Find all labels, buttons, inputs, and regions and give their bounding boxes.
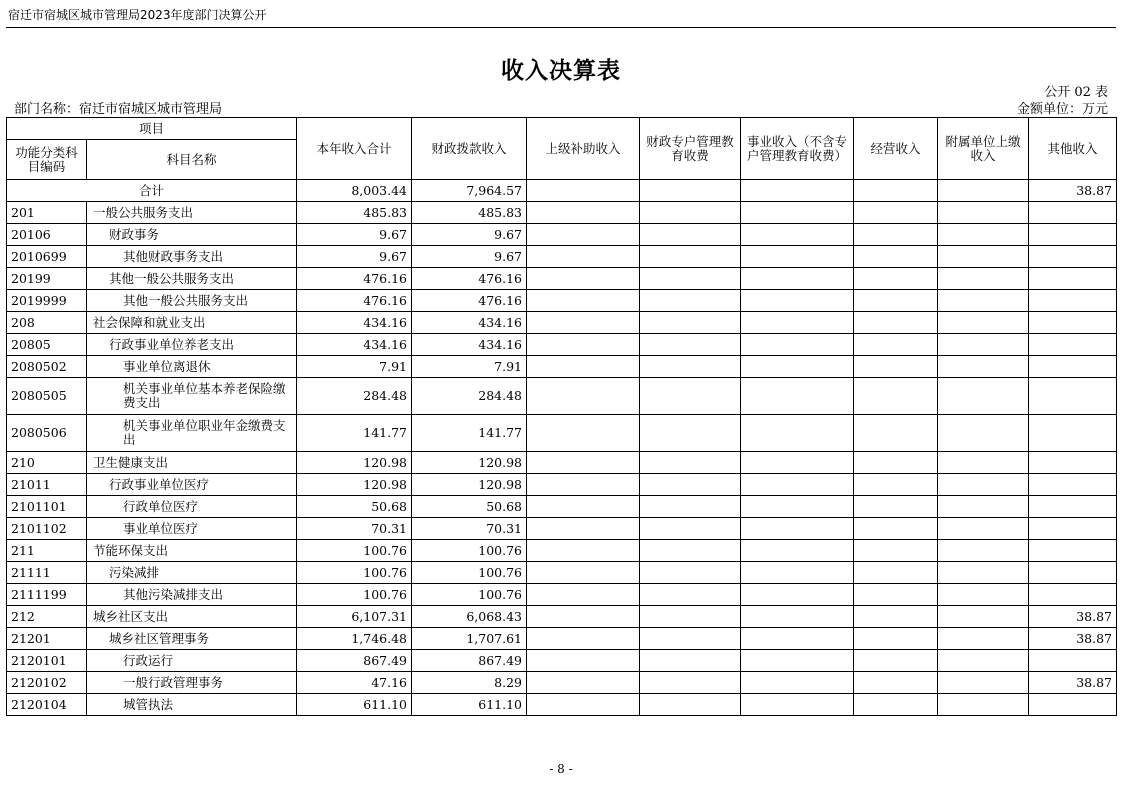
row-total: 120.98 (297, 452, 412, 474)
row-other (1029, 356, 1117, 378)
table-row (7, 452, 1117, 474)
row-operating (854, 628, 938, 650)
table-row (7, 474, 1117, 496)
row-other (1029, 202, 1117, 224)
row-fiscal: 120.98 (412, 452, 527, 474)
row-other (1029, 415, 1117, 452)
row-business (741, 606, 854, 628)
row-other (1029, 224, 1117, 246)
row-subject-name: 行政运行 (87, 650, 297, 672)
row-code: 208 (7, 312, 87, 334)
row-other (1029, 518, 1117, 540)
row-superior (527, 415, 640, 452)
row-operating (854, 518, 938, 540)
table-row (7, 224, 1117, 246)
row-total: 476.16 (297, 268, 412, 290)
header-business: 事业收入（不含专户管理教育收费） (741, 118, 854, 180)
row-other: 38.87 (1029, 628, 1117, 650)
row-operating (854, 224, 938, 246)
row-total: 100.76 (297, 584, 412, 606)
header-other: 其他收入 (1029, 118, 1117, 180)
header-affiliated: 附属单位上缴收入 (938, 118, 1029, 180)
row-fiscal: 9.67 (412, 224, 527, 246)
row-code: 20199 (7, 268, 87, 290)
total-operating (854, 180, 938, 202)
row-code: 20805 (7, 334, 87, 356)
row-fiscal: 50.68 (412, 496, 527, 518)
row-total: 120.98 (297, 474, 412, 496)
row-affiliated (938, 540, 1029, 562)
row-code: 2101102 (7, 518, 87, 540)
row-affiliated (938, 378, 1029, 415)
total-other: 38.87 (1029, 180, 1117, 202)
row-operating (854, 540, 938, 562)
row-edu-fee (640, 356, 741, 378)
row-affiliated (938, 334, 1029, 356)
row-subject-name: 节能环保支出 (87, 540, 297, 562)
row-operating (854, 584, 938, 606)
row-subject-name: 其他污染减排支出 (87, 584, 297, 606)
row-edu-fee (640, 496, 741, 518)
table-row (7, 334, 1117, 356)
table-row (7, 378, 1117, 415)
row-business (741, 694, 854, 716)
income-table (6, 117, 1117, 716)
row-operating (854, 246, 938, 268)
row-subject-name: 社会保障和就业支出 (87, 312, 297, 334)
row-other (1029, 496, 1117, 518)
row-superior (527, 562, 640, 584)
row-affiliated (938, 452, 1029, 474)
row-operating (854, 496, 938, 518)
row-other (1029, 452, 1117, 474)
table-row (7, 268, 1117, 290)
page-title: 收入决算表 (501, 58, 621, 84)
row-fiscal: 100.76 (412, 562, 527, 584)
row-total: 611.10 (297, 694, 412, 716)
row-affiliated (938, 202, 1029, 224)
row-edu-fee (640, 224, 741, 246)
row-superior (527, 496, 640, 518)
row-subject-name: 一般行政管理事务 (87, 672, 297, 694)
row-operating (854, 562, 938, 584)
row-affiliated (938, 694, 1029, 716)
row-operating (854, 202, 938, 224)
row-affiliated (938, 415, 1029, 452)
header-total: 本年收入合计 (297, 118, 412, 180)
row-code: 21201 (7, 628, 87, 650)
row-subject-name: 一般公共服务支出 (87, 202, 297, 224)
row-affiliated (938, 290, 1029, 312)
row-business (741, 202, 854, 224)
row-business (741, 334, 854, 356)
row-edu-fee (640, 606, 741, 628)
row-other (1029, 540, 1117, 562)
row-superior (527, 650, 640, 672)
row-edu-fee (640, 452, 741, 474)
row-business (741, 584, 854, 606)
total-label: 合计 (7, 180, 297, 202)
row-total: 50.68 (297, 496, 412, 518)
row-operating (854, 290, 938, 312)
row-superior (527, 378, 640, 415)
row-subject-name: 事业单位离退休 (87, 356, 297, 378)
row-total: 1,746.48 (297, 628, 412, 650)
row-subject-name: 事业单位医疗 (87, 518, 297, 540)
running-header: 宿迁市宿城区城市管理局2023年度部门决算公开 (8, 8, 267, 22)
department-label: 部门名称：宿迁市宿城区城市管理局 (14, 102, 223, 117)
row-code: 2111199 (7, 584, 87, 606)
row-superior (527, 628, 640, 650)
row-edu-fee (640, 334, 741, 356)
row-operating (854, 356, 938, 378)
row-affiliated (938, 628, 1029, 650)
row-superior (527, 246, 640, 268)
row-code: 21111 (7, 562, 87, 584)
row-business (741, 650, 854, 672)
row-superior (527, 268, 640, 290)
row-superior (527, 474, 640, 496)
row-edu-fee (640, 312, 741, 334)
row-subject-name: 其他一般公共服务支出 (87, 268, 297, 290)
row-edu-fee (640, 290, 741, 312)
row-code: 21011 (7, 474, 87, 496)
row-affiliated (938, 650, 1029, 672)
table-row (7, 562, 1117, 584)
row-edu-fee (640, 246, 741, 268)
table-row (7, 496, 1117, 518)
row-fiscal: 476.16 (412, 290, 527, 312)
row-superior (527, 584, 640, 606)
row-affiliated (938, 356, 1029, 378)
row-superior (527, 452, 640, 474)
row-edu-fee (640, 650, 741, 672)
table-row (7, 694, 1117, 716)
row-fiscal: 867.49 (412, 650, 527, 672)
row-total: 867.49 (297, 650, 412, 672)
row-other: 38.87 (1029, 672, 1117, 694)
table-row (7, 584, 1117, 606)
row-other (1029, 268, 1117, 290)
row-code: 2019999 (7, 290, 87, 312)
row-fiscal: 8.29 (412, 672, 527, 694)
row-other (1029, 474, 1117, 496)
table-row (7, 312, 1117, 334)
row-subject-name: 其他财政事务支出 (87, 246, 297, 268)
row-fiscal: 100.76 (412, 540, 527, 562)
row-operating (854, 672, 938, 694)
row-operating (854, 452, 938, 474)
row-subject-name: 机关事业单位职业年金缴费支出 (87, 415, 297, 452)
header-fiscal: 财政拨款收入 (412, 118, 527, 180)
row-edu-fee (640, 672, 741, 694)
row-fiscal: 476.16 (412, 268, 527, 290)
row-fiscal: 120.98 (412, 474, 527, 496)
header-superior: 上级补助收入 (527, 118, 640, 180)
row-fiscal: 1,707.61 (412, 628, 527, 650)
row-code: 210 (7, 452, 87, 474)
row-superior (527, 694, 640, 716)
row-fiscal: 434.16 (412, 312, 527, 334)
row-operating (854, 650, 938, 672)
row-total: 70.31 (297, 518, 412, 540)
row-subject-name: 污染减排 (87, 562, 297, 584)
table-row (7, 246, 1117, 268)
row-total: 100.76 (297, 562, 412, 584)
row-edu-fee (640, 378, 741, 415)
row-fiscal: 100.76 (412, 584, 527, 606)
row-superior (527, 290, 640, 312)
row-fiscal: 611.10 (412, 694, 527, 716)
table-row (7, 202, 1117, 224)
row-subject-name: 城管执法 (87, 694, 297, 716)
row-total: 485.83 (297, 202, 412, 224)
row-code: 20106 (7, 224, 87, 246)
row-total: 434.16 (297, 312, 412, 334)
row-fiscal: 485.83 (412, 202, 527, 224)
row-business (741, 312, 854, 334)
total-affiliated (938, 180, 1029, 202)
row-code: 2080506 (7, 415, 87, 452)
row-superior (527, 672, 640, 694)
table-row (7, 518, 1117, 540)
table-row (7, 290, 1117, 312)
row-affiliated (938, 246, 1029, 268)
row-other (1029, 290, 1117, 312)
row-business (741, 540, 854, 562)
row-fiscal: 141.77 (412, 415, 527, 452)
row-affiliated (938, 562, 1029, 584)
row-business (741, 562, 854, 584)
total-sum: 8,003.44 (297, 180, 412, 202)
row-operating (854, 268, 938, 290)
row-edu-fee (640, 562, 741, 584)
row-total: 476.16 (297, 290, 412, 312)
row-fiscal: 9.67 (412, 246, 527, 268)
row-business (741, 518, 854, 540)
row-code: 2120101 (7, 650, 87, 672)
header-rule (6, 27, 1116, 28)
table-row (7, 650, 1117, 672)
table-row (7, 606, 1117, 628)
row-business (741, 496, 854, 518)
row-business (741, 452, 854, 474)
row-edu-fee (640, 474, 741, 496)
row-affiliated (938, 312, 1029, 334)
row-subject-name: 其他一般公共服务支出 (87, 290, 297, 312)
row-edu-fee (640, 628, 741, 650)
row-superior (527, 334, 640, 356)
row-fiscal: 70.31 (412, 518, 527, 540)
total-business (741, 180, 854, 202)
total-fiscal: 7,964.57 (412, 180, 527, 202)
row-other (1029, 246, 1117, 268)
row-affiliated (938, 518, 1029, 540)
row-fiscal: 434.16 (412, 334, 527, 356)
row-business (741, 290, 854, 312)
row-subject-name: 城乡社区管理事务 (87, 628, 297, 650)
row-edu-fee (640, 694, 741, 716)
row-business (741, 246, 854, 268)
row-subject-name: 机关事业单位基本养老保险缴费支出 (87, 378, 297, 415)
row-operating (854, 334, 938, 356)
row-fiscal: 7.91 (412, 356, 527, 378)
row-superior (527, 356, 640, 378)
row-other (1029, 650, 1117, 672)
table-row (7, 628, 1117, 650)
row-affiliated (938, 496, 1029, 518)
total-row (7, 180, 1117, 202)
row-code: 2080502 (7, 356, 87, 378)
total-edu-fee (640, 180, 741, 202)
header-operating: 经营收入 (854, 118, 938, 180)
row-superior (527, 518, 640, 540)
header-subject-name: 科目名称 (87, 140, 297, 180)
page-number: - 8 - (549, 762, 573, 776)
row-operating (854, 606, 938, 628)
row-edu-fee (640, 518, 741, 540)
table-row (7, 540, 1117, 562)
row-business (741, 356, 854, 378)
row-superior (527, 606, 640, 628)
row-other (1029, 562, 1117, 584)
row-affiliated (938, 474, 1029, 496)
row-business (741, 672, 854, 694)
table-row (7, 672, 1117, 694)
row-superior (527, 224, 640, 246)
row-other (1029, 584, 1117, 606)
row-code: 211 (7, 540, 87, 562)
total-superior (527, 180, 640, 202)
table-row (7, 415, 1117, 452)
row-total: 100.76 (297, 540, 412, 562)
row-subject-name: 城乡社区支出 (87, 606, 297, 628)
row-operating (854, 474, 938, 496)
row-code: 212 (7, 606, 87, 628)
row-affiliated (938, 584, 1029, 606)
row-operating (854, 415, 938, 452)
row-total: 9.67 (297, 246, 412, 268)
row-edu-fee (640, 415, 741, 452)
row-subject-name: 行政事业单位医疗 (87, 474, 297, 496)
table-row (7, 356, 1117, 378)
row-business (741, 474, 854, 496)
row-other (1029, 378, 1117, 415)
row-business (741, 224, 854, 246)
row-affiliated (938, 224, 1029, 246)
row-business (741, 628, 854, 650)
row-operating (854, 694, 938, 716)
row-total: 9.67 (297, 224, 412, 246)
row-superior (527, 312, 640, 334)
row-total: 7.91 (297, 356, 412, 378)
row-business (741, 415, 854, 452)
row-affiliated (938, 672, 1029, 694)
row-operating (854, 312, 938, 334)
row-fiscal: 284.48 (412, 378, 527, 415)
row-subject-name: 行政事业单位养老支出 (87, 334, 297, 356)
row-code: 2080505 (7, 378, 87, 415)
row-edu-fee (640, 540, 741, 562)
row-code: 201 (7, 202, 87, 224)
row-other (1029, 334, 1117, 356)
row-superior (527, 202, 640, 224)
row-business (741, 268, 854, 290)
row-total: 47.16 (297, 672, 412, 694)
row-total: 141.77 (297, 415, 412, 452)
row-business (741, 378, 854, 415)
row-code: 2120102 (7, 672, 87, 694)
row-code: 2101101 (7, 496, 87, 518)
row-total: 6,107.31 (297, 606, 412, 628)
row-code: 2120104 (7, 694, 87, 716)
form-code: 公开 02 表 (1044, 85, 1108, 100)
row-total: 284.48 (297, 378, 412, 415)
row-edu-fee (640, 202, 741, 224)
row-affiliated (938, 606, 1029, 628)
row-edu-fee (640, 268, 741, 290)
row-other (1029, 312, 1117, 334)
row-subject-name: 卫生健康支出 (87, 452, 297, 474)
header-project: 项目 (7, 118, 297, 140)
row-operating (854, 378, 938, 415)
row-subject-name: 行政单位医疗 (87, 496, 297, 518)
row-code: 2010699 (7, 246, 87, 268)
row-other: 38.87 (1029, 606, 1117, 628)
unit-label: 金额单位：万元 (1016, 102, 1108, 117)
header-func-code: 功能分类科目编码 (7, 140, 87, 180)
row-edu-fee (640, 584, 741, 606)
row-other (1029, 694, 1117, 716)
row-total: 434.16 (297, 334, 412, 356)
header-edu-fee: 财政专户管理教育收费 (640, 118, 741, 180)
row-superior (527, 540, 640, 562)
row-fiscal: 6,068.43 (412, 606, 527, 628)
row-affiliated (938, 268, 1029, 290)
row-subject-name: 财政事务 (87, 224, 297, 246)
